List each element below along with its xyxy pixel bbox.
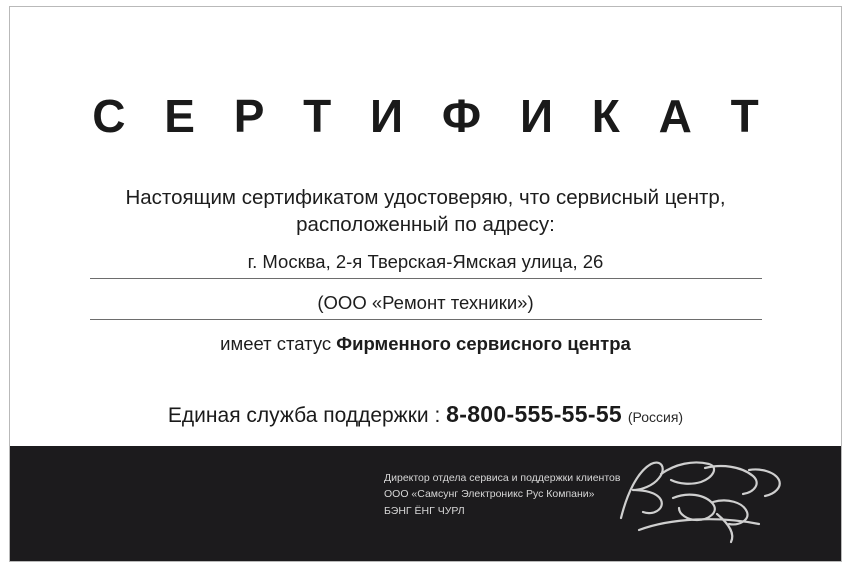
support-label: Единая служба поддержки : <box>167 403 447 427</box>
signatory-name: БЭНГ ЁНГ ЧУРЛ <box>384 504 465 517</box>
certificate-body <box>10 7 841 446</box>
company-value: (ООО «Ремонт техники») <box>317 291 534 313</box>
intro-line-1: Настоящим сертификатом удостоверяю, что сервисный центр, <box>125 185 726 209</box>
address-field <box>90 239 762 279</box>
signatory-company: ООО «Самсунг Электроникс Рус Компани» <box>384 488 595 501</box>
intro-text <box>54 184 797 239</box>
page-title: С Е Р Т И Ф И К А Т <box>92 90 772 142</box>
company-field <box>90 292 762 320</box>
signatory-role: Директор отдела сервиса и поддержки клиентов <box>384 472 621 484</box>
status-prefix: имеет статус <box>220 332 337 354</box>
support-phone: 8-800-555-55-55 <box>446 400 622 427</box>
certificate-card <box>9 6 842 562</box>
address-value: г. Москва, 2-я Тверская-Ямская улица, 26 <box>247 250 604 272</box>
support-line <box>54 401 797 428</box>
certificate-footer <box>10 446 841 561</box>
status-value: Фирменного сервисного центра <box>336 332 631 354</box>
intro-line-2: расположенный по адресу: <box>296 213 555 237</box>
signatory-block <box>384 470 620 519</box>
signature-icon <box>609 454 789 550</box>
status-line <box>90 320 762 355</box>
field-spacer <box>54 279 797 292</box>
support-country: (Россия) <box>627 408 684 425</box>
